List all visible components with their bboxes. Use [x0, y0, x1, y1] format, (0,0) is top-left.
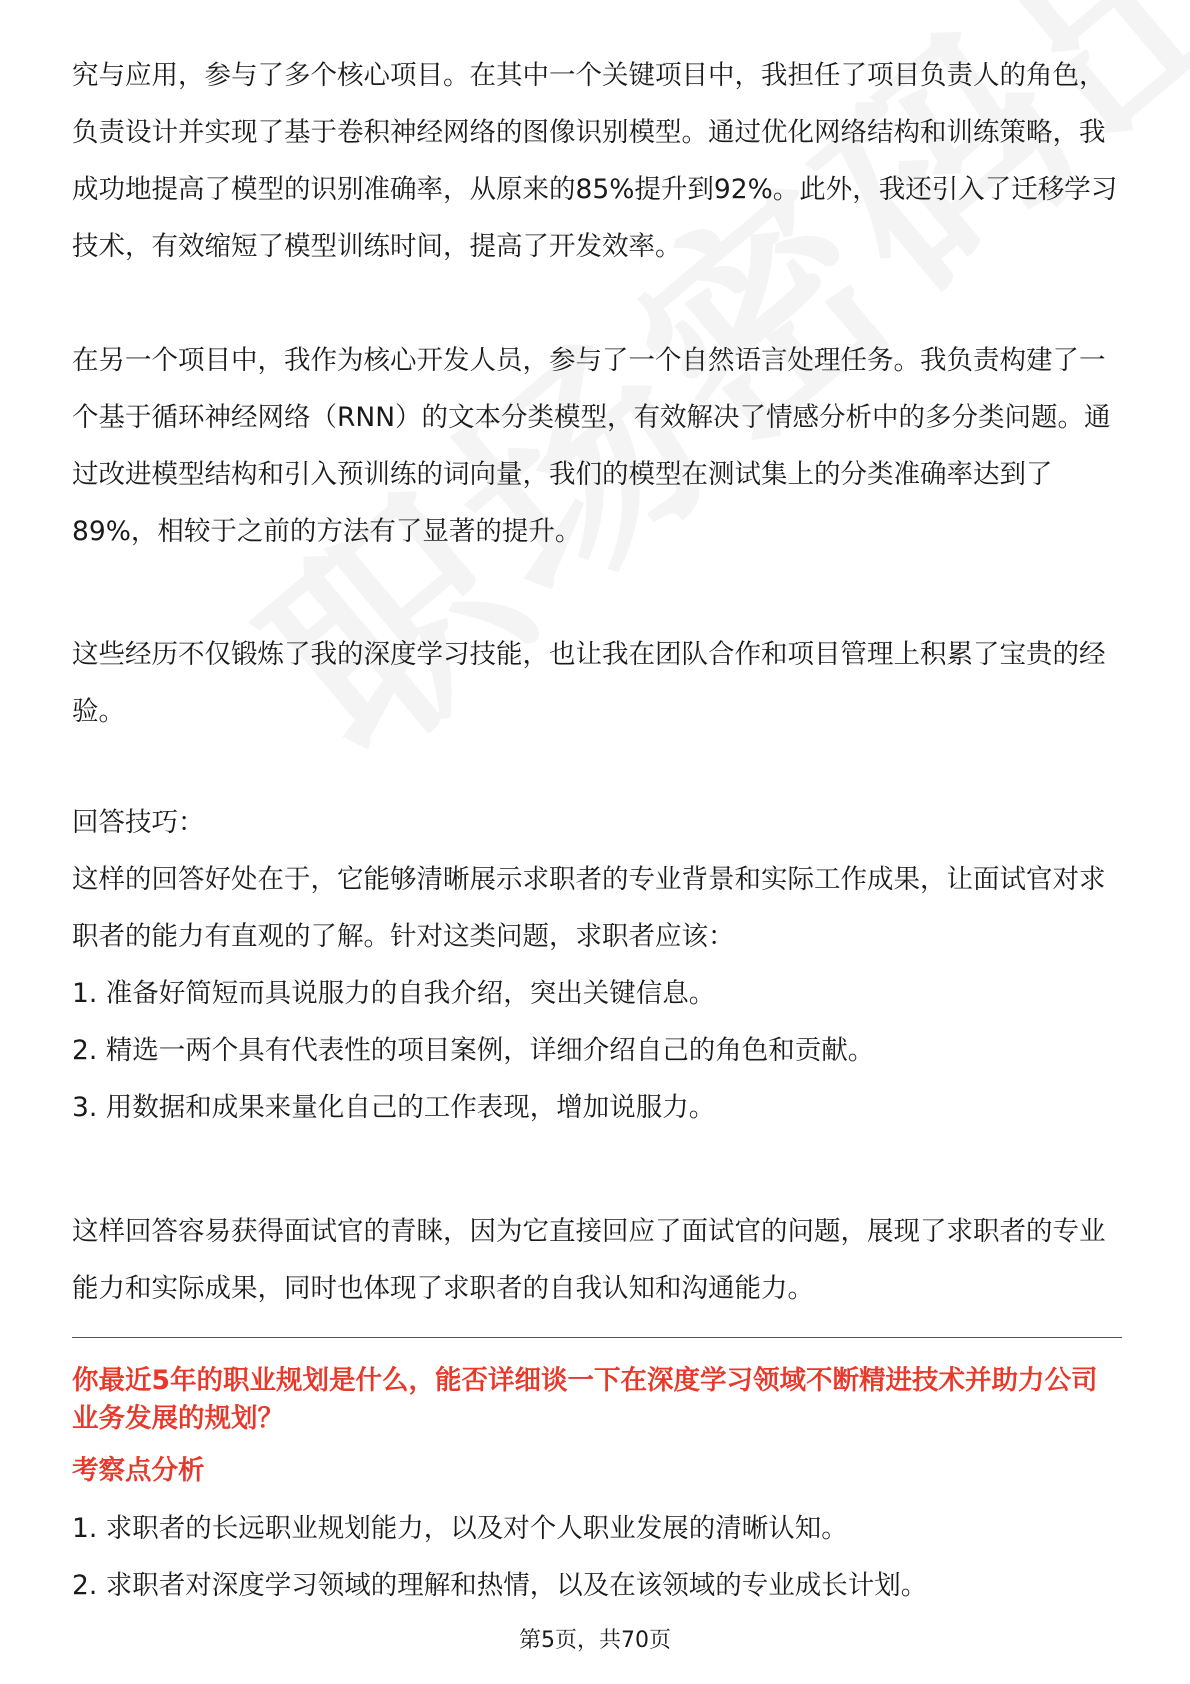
tips-heading: 回答技巧： [72, 807, 205, 838]
tips-intro: 这样的回答好处在于，它能够清晰展示求职者的专业背景和实际工作成果，让面试官对求职者的能力有直观的了解。针对这类问题，求职者应该： [72, 864, 1106, 952]
paragraph-text: 在另一个项目中，我作为核心开发人员，参与了一个自然语言处理任务。我负责构建了一个基于循环神经网络（RNN）的文本分类模型，有效解决了情感分析中的多分类问题。通过改进模型结构和引入预训练的词向量，我们的模型在测试集上的分类准确率达到了89%，相较于之前的方法有了显著的提升。 [72, 345, 1111, 547]
page-number: 第5页，共70页 [519, 1628, 671, 1653]
answer-paragraph-1 [72, 47, 1122, 275]
section-divider [72, 1337, 1122, 1338]
answer-paragraph-3 [72, 626, 1122, 740]
interview-question: 你最近5年的职业规划是什么，能否详细谈一下在深度学习领域不断精进技术并助力公司业务发展的规划？ [72, 1365, 1098, 1434]
analysis-list [72, 1500, 1122, 1614]
paragraph-text: 这样回答容易获得面试官的青睐，因为它直接回应了面试官的问题，展现了求职者的专业能力和实际成果，同时也体现了求职者的自我认知和沟通能力。 [72, 1216, 1106, 1304]
conclusion-paragraph [72, 1203, 1122, 1317]
analysis-item: 1. 求职者的长远职业规划能力，以及对个人职业发展的清晰认知。 [72, 1513, 848, 1544]
paragraph-text: 究与应用，参与了多个核心项目。在其中一个关键项目中，我担任了项目负责人的角色，负责设计并实现了基于卷积神经网络的图像识别模型。通过优化网络结构和训练策略，我成功地提高了模型的识别准确率，从原来的85%提升到92%。此外，我还引入了迁移学习技术，有效缩短了模型训练时间，提高了开发效率。 [72, 60, 1118, 262]
analysis-title: 考察点分析 [72, 1455, 205, 1486]
tips-item: 1. 准备好简短而具说服力的自我介绍，突出关键信息。 [72, 978, 716, 1009]
answer-tips [72, 794, 1122, 1136]
answer-paragraph-2 [72, 332, 1122, 560]
analysis-item: 2. 求职者对深度学习领域的理解和热情，以及在该领域的专业成长计划。 [72, 1570, 928, 1601]
tips-item: 3. 用数据和成果来量化自己的工作表现，增加说服力。 [72, 1092, 716, 1123]
tips-item: 2. 精选一两个具有代表性的项目案例，详细介绍自己的角色和贡献。 [72, 1035, 875, 1066]
paragraph-text: 这些经历不仅锻炼了我的深度学习技能，也让我在团队合作和项目管理上积累了宝贵的经验。 [72, 639, 1106, 727]
